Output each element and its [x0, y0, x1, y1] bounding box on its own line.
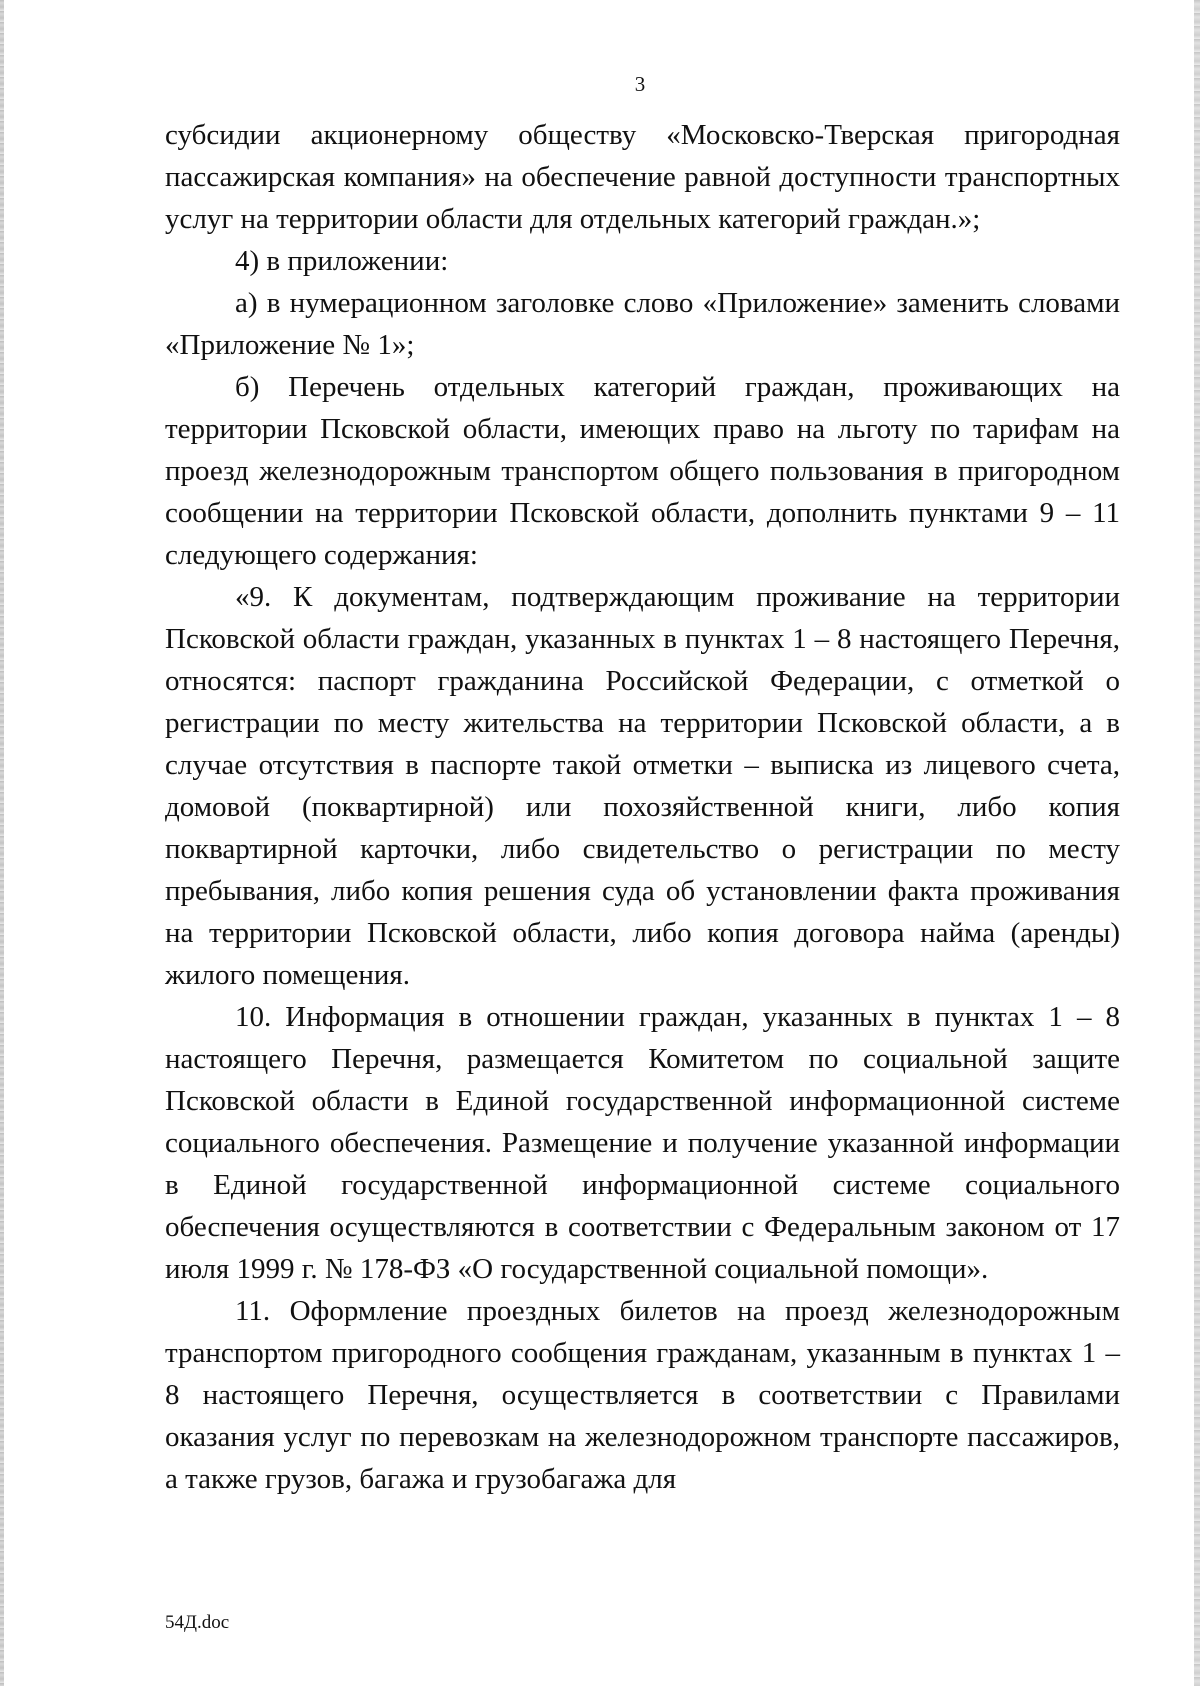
paragraph-point-10: 10. Информация в отношении граждан, указанных в пунктах 1 – 8 настоящего Перечня, размещается Комитетом по социальной защите Псковской области в Единой государственной информационной системе социального обеспечения. Размещение и получение указанной информации в Единой государственной информационной системе социального обеспечения осуществляются в соответствии с Федеральным законом от 17 июля 1999 г. № 178-ФЗ «О государственной социальной помощи». [165, 1001, 1120, 1285]
paragraph-item-4b: б) Перечень отдельных категорий граждан, проживающих на территории Псковской области, имеющих право на льготу по тарифам на проезд железнодорожным транспортом общего пользования в пригородном сообщении на территории Псковской области, дополнить пунктами 9 – 11 следующего содержания: [165, 371, 1120, 571]
footer-filename: 54Д.doc [165, 1612, 230, 1633]
paragraph-continuation: субсидии акционерному обществу «Московско-Тверская пригородная пассажирская компания» на обеспечение равной доступности транспортных услуг на территории области для отдельных категорий граждан.»; [165, 119, 1120, 235]
scan-edge-left [0, 0, 4, 1686]
paragraph-point-11: 11. Оформление проездных билетов на проезд железнодорожным транспортом пригородного сообщения гражданам, указанным в пунктах 1 – 8 настоящего Перечня, осуществляется в соответствии с Правилами оказания услуг по перевозкам на железнодорожном транспорте пассажиров, а также грузов, багажа и грузобагажа для [165, 1295, 1120, 1495]
paragraph-item-4: 4) в приложении: [235, 245, 449, 277]
document-body [165, 114, 1120, 1500]
scan-edge-right [1194, 0, 1200, 1686]
page-number: 3 [634, 72, 646, 96]
paragraph-point-9: «9. К документам, подтверждающим проживание на территории Псковской области граждан, указанных в пунктах 1 – 8 настоящего Перечня, относятся: паспорт гражданина Российской Федерации, с отметкой о регистрации по месту жительства на территории Псковской области, а в случае отсутствия в паспорте такой отметки – выписка из лицевого счета, домовой (поквартирной) или похозяйственной книги, либо копия поквартирной карточки, либо свидетельство о регистрации по месту пребывания, либо копия решения суда об установлении факта проживания на территории Псковской области, либо копия договора найма (аренды) жилого помещения. [165, 581, 1120, 991]
paragraph-item-4a: а) в нумерационном заголовке слово «Приложение» заменить словами «Приложение № 1»; [165, 287, 1120, 361]
